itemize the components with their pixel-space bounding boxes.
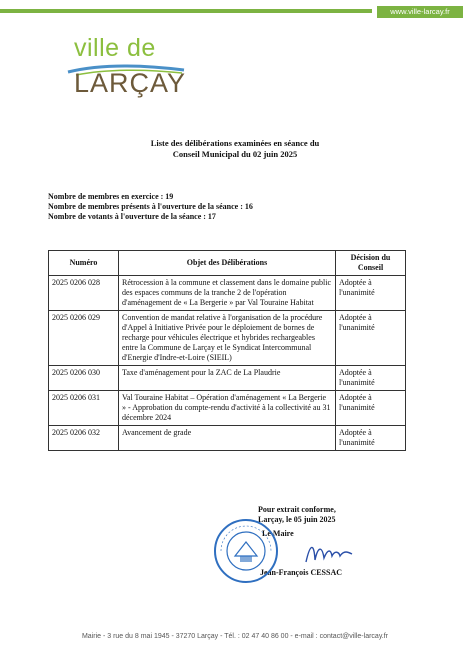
logo-ville-de: ville de: [74, 34, 156, 62]
website-url[interactable]: www.ville-larcay.fr: [377, 6, 463, 18]
document-title-line1: Liste des délibérations examinées en séance du: [150, 138, 320, 148]
deliberations-table: [48, 250, 406, 451]
members-exercice: Nombre de membres en exercice : 19: [48, 192, 174, 201]
cell-numero: 2025 0206 030: [49, 366, 119, 391]
table-row: [49, 391, 406, 426]
closing-date: Larçay, le 05 juin 2025: [258, 515, 336, 524]
table-row: [49, 426, 406, 451]
table-header-row: [49, 251, 406, 276]
closing-extrait: Pour extrait conforme,: [258, 505, 336, 514]
table-row: [49, 276, 406, 311]
header-numero: Numéro: [49, 251, 119, 276]
table-row: [49, 366, 406, 391]
mairie-stamp-icon: [213, 518, 279, 584]
cell-objet: Val Touraine Habitat – Opération d'aménagement « La Bergerie » - Approbation du compte-rendu d'activité à la collectivité au 31 décembre 2024: [119, 391, 336, 426]
cell-decision: Adoptée à l'unanimité: [336, 391, 406, 426]
closing-name: Jean-François CESSAC: [260, 568, 343, 577]
cell-decision: Adoptée à l'unanimité: [336, 366, 406, 391]
logo-larcay: LARÇAY: [74, 68, 187, 98]
members-block: [48, 192, 253, 222]
banner-stripe: [0, 9, 372, 13]
cell-objet: Taxe d'aménagement pour la ZAC de La Plaudrie: [119, 366, 336, 391]
footer-address: Mairie - 3 rue du 8 mai 1945 - 37270 Larçay - Tél. : 02 47 40 86 00 - e-mail : contact@ville-larcay.fr: [81, 633, 389, 640]
table-row: [49, 311, 406, 366]
cell-numero: 2025 0206 032: [49, 426, 119, 451]
cell-numero: 2025 0206 028: [49, 276, 119, 311]
header-objet: Objet des Délibérations: [119, 251, 336, 276]
cell-numero: 2025 0206 031: [49, 391, 119, 426]
members-votants: Nombre de votants à l'ouverture de la séance : 17: [48, 212, 216, 221]
cell-objet: Convention de mandat relative à l'organisation de la procédure d'Appel à Initiative Privée pour le déploiement de bornes de recharge pour véhicules électrique et hybrides rechargeables entre la Commune de Larçay et le Syndicat Intercommunal d'Energie d'Indre-et-Loire (SIEIL): [119, 311, 336, 366]
town-logo: [66, 34, 186, 98]
cell-decision: Adoptée à l'unanimité: [336, 426, 406, 451]
cell-objet: Rétrocession à la commune et classement dans le domaine public des espaces communs de la tranche 2 de l'opération d'aménagement de « La Bergerie » par Val Touraine Habitat: [119, 276, 336, 311]
cell-decision: Adoptée à l'unanimité: [336, 276, 406, 311]
top-banner: [0, 6, 470, 16]
document-title-line2: Conseil Municipal du 02 juin 2025: [172, 149, 298, 159]
mayor-signature-icon: [304, 538, 354, 568]
cell-objet: Avancement de grade: [119, 426, 336, 451]
members-presents: Nombre de membres présents à l'ouverture de la séance : 16: [48, 202, 253, 211]
cell-numero: 2025 0206 029: [49, 311, 119, 366]
closing-role: Le Maire: [262, 529, 294, 538]
header-decision: Décision du Conseil: [336, 251, 406, 276]
cell-decision: Adoptée à l'unanimité: [336, 311, 406, 366]
